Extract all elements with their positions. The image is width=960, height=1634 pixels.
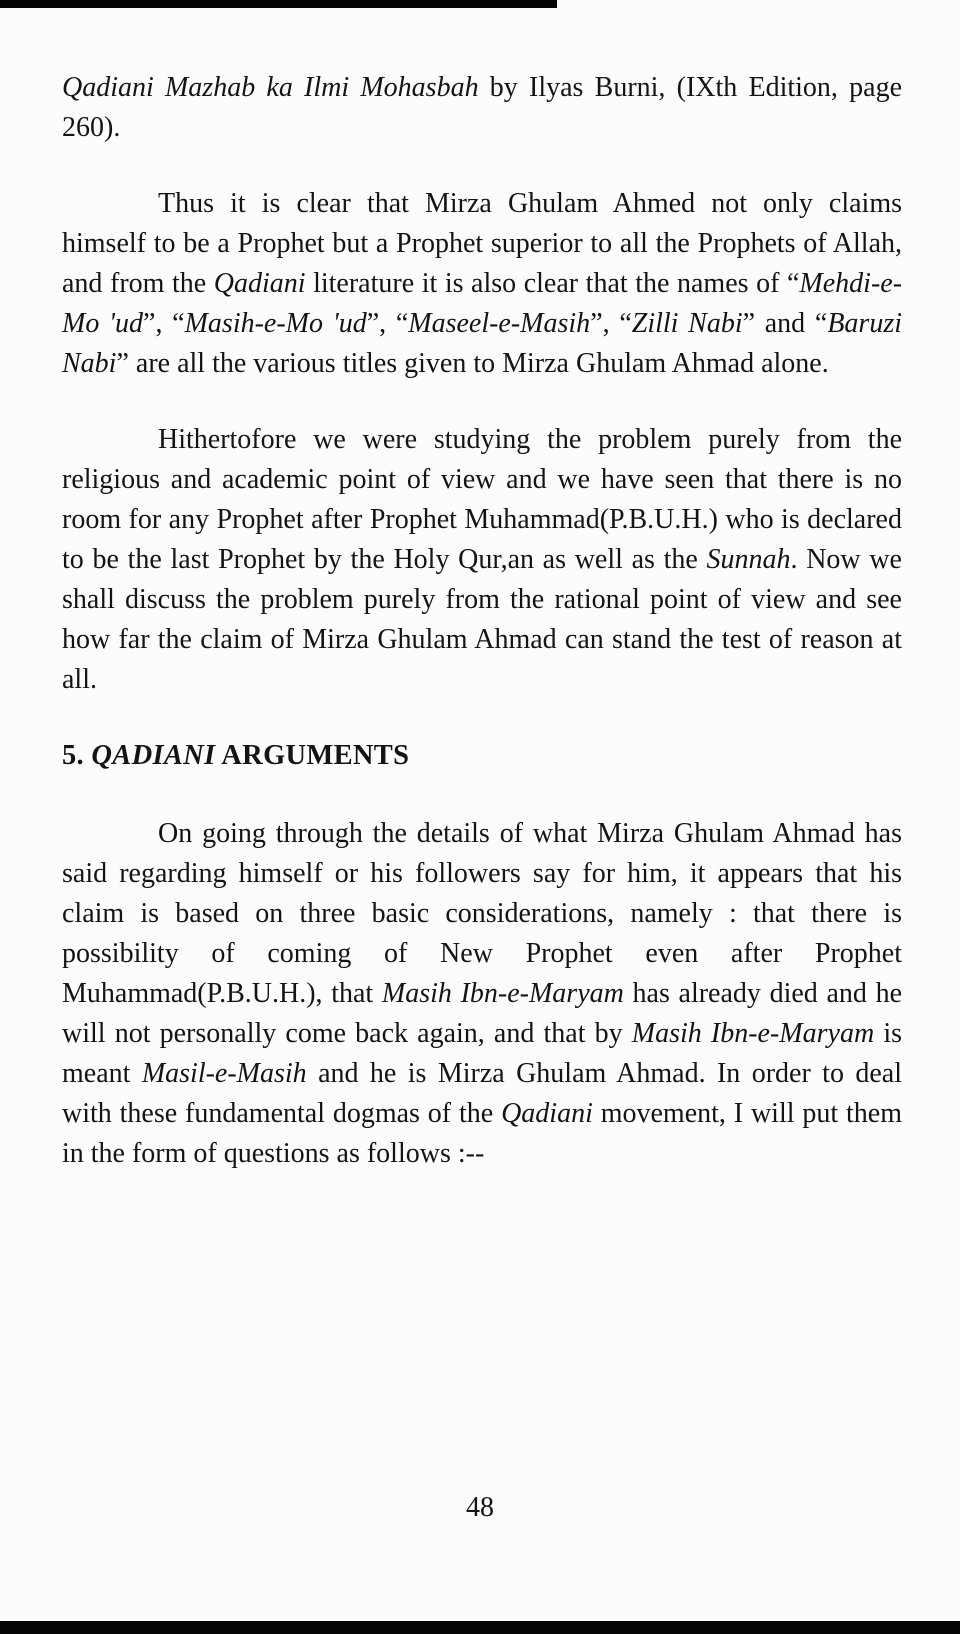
- text-segment: On going through the details of what Mirza Ghulam Ahmad has said regarding himself or his followers say for him, it appears that his claim is based on three basic considerations, namely : that there is possibility of coming of New Prophet even after Prophet Muhammad(P.B.U.H.), that: [62, 818, 902, 1009]
- paragraph-rational-view: [62, 420, 902, 700]
- text-segment: is meant: [62, 1018, 903, 1089]
- text-segment: and he is Mirza Ghulam Ahmad. In order to deal with these fundamental dogmas of the: [62, 1058, 902, 1129]
- text-segment: Thus it is clear that Mirza Ghulam Ahmed not only claims himself to be a Prophet but a Prophet superior to all the Prophets of Allah, and from the: [62, 188, 902, 299]
- text-segment: Masih-e-Mo 'ud: [184, 308, 367, 339]
- text-segment: ” and “: [742, 308, 828, 339]
- text-segment: QADIANI: [91, 740, 216, 771]
- page-content: [62, 68, 902, 1210]
- scan-artifact-bottom-bar: [0, 1621, 960, 1634]
- text-segment: ”, “: [590, 308, 632, 339]
- text-segment: Maseel-e-Masih: [408, 308, 591, 339]
- text-segment: ARGUMENTS: [215, 740, 410, 771]
- text-segment: . Now we shall discuss the problem purely from the rational point of view and see how far the claim of Mirza Ghulam Ahmad can stand the test of reason at all.: [62, 544, 902, 695]
- text-segment: ”, “: [366, 308, 409, 339]
- text-segment: literature it is also clear that the names of “: [305, 268, 800, 299]
- section-heading: [62, 736, 902, 776]
- paragraph-citation: [62, 68, 902, 148]
- text-segment: Qadiani Mazhab ka Ilmi Mohasbah: [62, 72, 479, 103]
- text-segment: has already died and he will not personally come back again, and that by: [62, 978, 902, 1049]
- text-segment: Masih Ibn-e-Maryam: [631, 1018, 875, 1049]
- text-segment: Qadiani: [213, 268, 306, 299]
- text-segment: movement, I will put them in the form of questions as follows :--: [62, 1098, 903, 1169]
- text-segment: Masil-e-Masih: [141, 1058, 307, 1089]
- scan-artifact-top-bar: [0, 0, 557, 8]
- text-segment: ”, “: [143, 308, 185, 339]
- text-segment: Baruzi Nabi: [62, 308, 902, 379]
- text-segment: ” are all the various titles given to Mirza Ghulam Ahmad alone.: [116, 348, 829, 379]
- page-number: 48: [466, 1492, 494, 1523]
- text-segment: Zilli Nabi: [631, 308, 743, 339]
- text-segment: 5.: [62, 740, 92, 771]
- text-segment: by Ilyas Burni, (IXth Edition, page 260).: [62, 72, 902, 143]
- text-segment: Masih Ibn-e-Maryam: [381, 978, 624, 1009]
- paragraph-three-considerations: [62, 814, 902, 1174]
- text-segment: Hithertofore we were studying the problem purely from the religious and academic point of view and we have seen that there is no room for any Prophet after Prophet Muhammad(P.B.U.H.) who is declared to be the last Prophet by the Holy Qur,an as well as the: [62, 424, 902, 575]
- paragraph-titles-of-mirza: [62, 184, 902, 384]
- text-segment: Sunnah: [706, 544, 791, 575]
- text-segment: Qadiani: [501, 1098, 593, 1129]
- text-segment: Mehdi-e-Mo 'ud: [62, 268, 903, 339]
